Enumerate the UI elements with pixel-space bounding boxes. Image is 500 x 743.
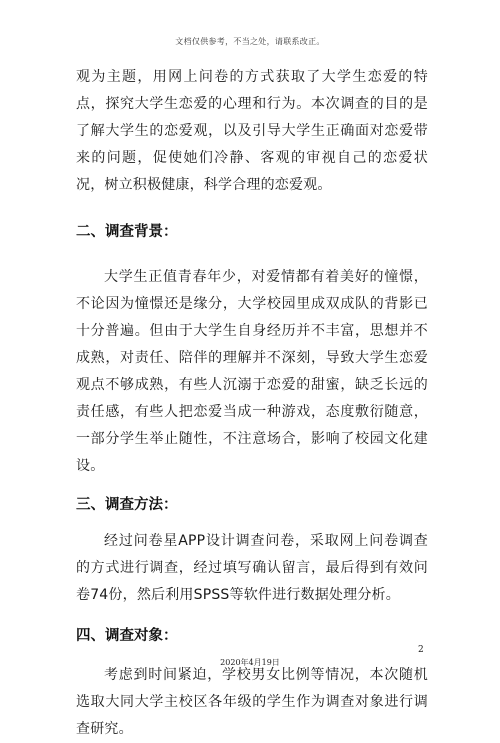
spacer	[76, 519, 428, 528]
spacer	[76, 609, 428, 623]
section-paragraph-background: 大学生正值青春年少，对爱情都有着美好的憧憬，不论因为憧憬还是缘分，大学校园里成双成队的背影已十分普遍。但由于大学生自身经历并不丰富，思想并不成熟，对责任、陪伴的理解并不深刻，导致大学生恋爱观点不够成熟，有些人沉溺于恋爱的甜蜜，缺乏长远的责任感，有些人把恋爱当成一种游戏，态度敷衍随意，一部分学生举止随性，不注意场合，影响了校园文化建设。	[76, 269, 428, 474]
spacer	[76, 246, 428, 264]
section-heading-subjects: 四、调查对象：	[76, 628, 178, 644]
spacer	[76, 199, 428, 219]
spacer	[76, 480, 428, 492]
page-number: 2	[418, 645, 424, 655]
page-header-note: 文档仅供参考，不当之处，请联系改正。	[175, 37, 325, 46]
document-body	[76, 64, 428, 743]
section-paragraph-method: 经过问卷星APP设计调查问卷，采取网上问卷调查的方式进行调查，经过填写确认留言，最后得到有效问卷74份，然后利用SPSS等软件进行数据处理分析。	[76, 533, 428, 603]
intro-paragraph: 观为主题，用网上问卷的方式获取了大学生恋爱的特点，探究大学生恋爱的心理和行为。本次调查的目的是了解大学生的恋爱观，以及引导大学生正确面对恋爱带来的问题，促使她们冷静、客观的审视自己的恋爱状况，树立积极健康，科学合理的恋爱观。	[76, 69, 428, 193]
section-paragraph-subjects: 考虑到时间紧迫，学校男女比例等情况，本次随机选取大同大学主校区各年级的学生作为调查对象进行调查研究。	[76, 667, 428, 737]
footer-date: 2020年4月19日	[220, 658, 280, 667]
section-heading-method: 三、调查方法：	[76, 497, 178, 513]
section-heading-background: 二、调查背景：	[76, 224, 178, 240]
